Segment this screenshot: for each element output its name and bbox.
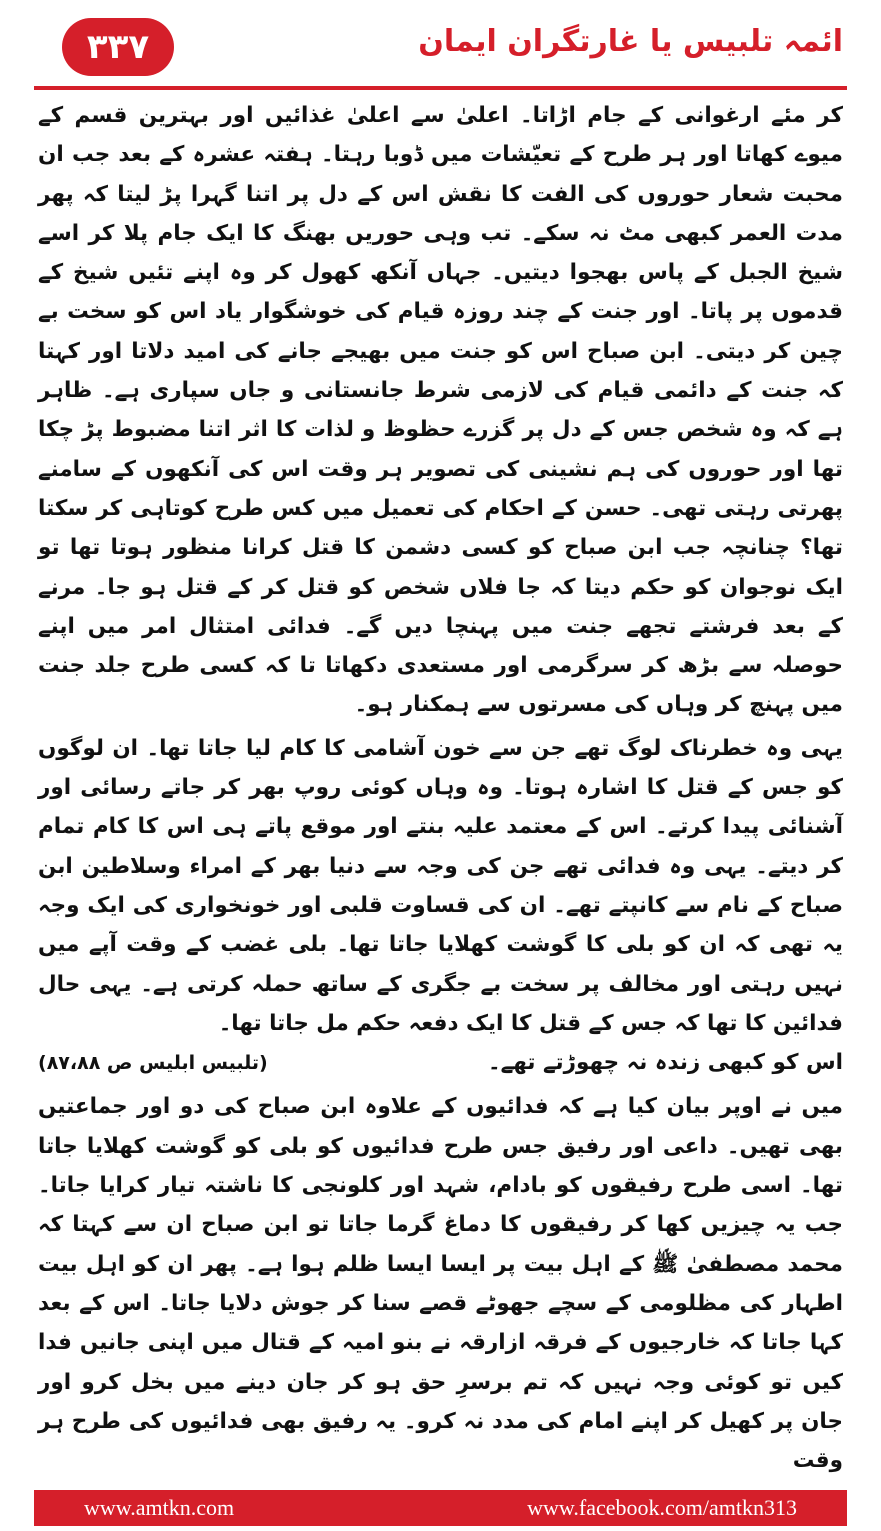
paragraph-2-end-line [38, 1043, 843, 1083]
book-title: ائمہ تلبیس یا غارتگران ایمان [418, 24, 843, 59]
footer-website-link[interactable]: www.amtkn.com [84, 1495, 235, 1520]
paragraph-3: میں نے اوپر بیان کیا ہے کہ فدائیوں کے علاوہ ابن صباح کی دو اور جماعتیں بھی تھیں۔ داعی اور رفیق جس طرح فدائیوں کو بلی کو گوشت کھلایا جاتا تھا۔ اسی طرح رفیقوں کو بادام، شہد اور کلونجی کا ناشتہ تیار کرایا جاتا۔ جب یہ چیزیں کھا کر رفیقوں کا دماغ گرما جاتا تو ابن صباح ان سے کہتا کہ محمد مصطفیٰ ﷺ کے اہل بیت پر ایسا ایسا ظلم ہوا ہے۔ پھر ان کو اہل بیت اطہار کی مظلومی کے سچے جھوٹے قصے سنا کر جوش دلایا جاتا۔ اس کے بعد کہا جاتا کہ خارجیوں کے فرقہ ازارقہ نے بنو امیہ کے قتال میں اپنی جانیں فدا کیں تو کوئی وجہ نہیں کہ تم برسرِ حق ہو کر جان دینے میں بخل کرو اور جان پر کھیل کر اپنے امام کی مدد نہ کرو۔ یہ رفیق بھی فدائیوں کی طرح ہر وقت [38, 1094, 843, 1474]
footer-bar [34, 1490, 847, 1526]
footer-facebook-link[interactable]: www.facebook.com/amtkn313 [527, 1495, 797, 1520]
header-divider [34, 86, 847, 90]
paragraph-2: یہی وہ خطرناک لوگ تھے جن سے خون آشامی کا کام لیا جاتا تھا۔ ان لوگوں کو جس کے قتل کا اشارہ ہوتا۔ وہ وہاں کوئی روپ بھر کر جاتے رسائی اور آشنائی پیدا کرتے۔ اس کے معتمد علیہ بنتے اور موقع پاتے ہی اس کا کام تمام کر دیتے۔ یہی وہ فدائی تھے جن کی وجہ سے دنیا بھر کے امراء وسلاطین ابن صباح کے نام سے کانپتے تھے۔ ان کی قساوت قلبی اور خونخواری کی ایک وجہ یہ تھی کہ ان کو بلی کا گوشت کھلایا جاتا تھا۔ بلی غضب کے وقت آپے میں نہیں رہتی اور مخالف پر سخت بے جگری کے ساتھ حملہ کرتی ہے۔ یہی حال فدائین کا تھا کہ جس کے قتل کا ایک دفعہ حکم مل جاتا تھا۔ [38, 735, 843, 1036]
page-number-badge [62, 18, 174, 76]
paragraph-2-end: اس کو کبھی زندہ نہ چھوڑتے تھے۔ [488, 1050, 843, 1076]
body-text [38, 96, 843, 1480]
citation: (تلبیس ابلیس ص ۸۷،۸۸) [38, 1052, 268, 1075]
page-number: ۳۳۷ [86, 27, 150, 67]
paragraph-1: کر مئے ارغوانی کے جام اڑاتا۔ اعلیٰ سے اعلیٰ غذائیں اور بہترین قسم کے میوے کھاتا اور ہر طرح کے تعیّشات میں ڈوبا رہتا۔ ہفتہ عشرہ کے بعد جب ان محبت شعار حوروں کی الفت کا نقش اس کے دل پر اتنا گہرا پڑ لیتا کہ پھر مدت العمر کبھی مٹ نہ سکے۔ تب وہی حوریں بھنگ کا ایک جام پلا کر اسے شیخ الجبل کے پاس بھجوا دیتیں۔ جہاں آنکھ کھول کر وہ اپنے تئیں شیخ کے قدموں پر پاتا۔ اور جنت کے چند روزہ قیام کی خوشگوار یاد اس کو سخت بے چین کر دیتی۔ ابن صباح اس کو جنت میں بھیجے جانے کی امید دلاتا اور کہتا کہ جنت کے دائمی قیام کی لازمی شرط جانستانی و جاں سپاری ہے۔ ظاہر ہے کہ وہ شخص جس کے دل پر گزرے حظوظ و لذات کا اثر اتنا مضبوط پڑ چکا تھا اور حوروں کی ہم نشینی کی تصویر ہر وقت اس کی آنکھوں کے سامنے پھرتی رہتی تھی۔ حسن کے احکام کی تعمیل میں کس طرح کوتاہی کر سکتا تھا؟ چنانچہ جب ابن صباح کو کسی دشمن کا قتل کرانا منظور ہوتا تھا تو ایک نوجوان کو حکم دیتا کہ جا فلاں شخص کو قتل کر کے قتل ہو جا۔ مرنے کے بعد فرشتے تجھے جنت میں پہنچا دیں گے۔ فدائی امتثال امر میں اپنے حوصلہ سے بڑھ کر سرگرمی اور مستعدی دکھاتا تا کہ کسی طرح جلد جنت میں پہنچ کر وہاں کی مسرتوں سے ہمکنار ہو۔ [38, 103, 843, 718]
